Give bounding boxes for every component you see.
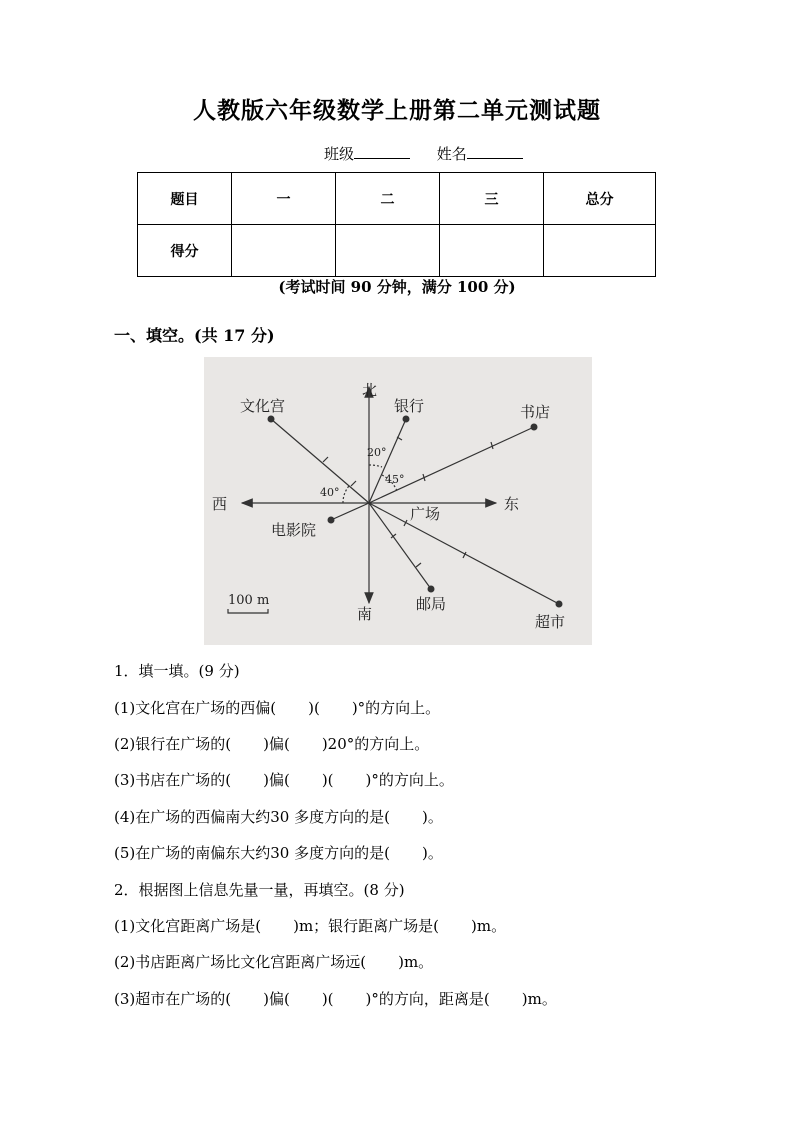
question-2-3: (3)超市在广场的( )偏( )( )°的方向，距离是( )m。 xyxy=(114,990,557,1008)
question-1-title: 1．填一填。(9 分) xyxy=(114,662,240,680)
score-cell[interactable] xyxy=(336,225,440,277)
ray-cinema xyxy=(331,503,369,520)
question-1-4: (4)在广场的西偏南大约30 多度方向的是( )。 xyxy=(114,808,443,826)
section-heading: 一、填空。(共 17 分) xyxy=(114,326,275,345)
arc-20 xyxy=(369,465,382,467)
class-name-line xyxy=(324,143,523,164)
class-label: 班级 xyxy=(324,145,355,163)
direction-map-figure xyxy=(204,357,592,645)
culture-palace-label: 文化宫 xyxy=(240,397,286,415)
angle-20-label: 20° xyxy=(367,446,387,459)
post-office-label: 邮局 xyxy=(416,595,447,613)
ray-bank xyxy=(369,419,406,503)
name-label: 姓名 xyxy=(436,145,467,163)
score-row-label: 得分 xyxy=(138,225,232,277)
score-table-header-row xyxy=(138,173,656,225)
name-blank[interactable] xyxy=(467,144,523,159)
score-table-score-row xyxy=(138,225,656,277)
header-cell: 二 xyxy=(336,173,440,225)
ray-bookstore xyxy=(369,427,534,503)
north-label: 北 xyxy=(362,381,378,399)
supermarket-label: 超市 xyxy=(535,613,566,631)
class-blank[interactable] xyxy=(354,144,410,159)
bank-label: 银行 xyxy=(394,397,425,415)
square-label: 广场 xyxy=(410,505,441,523)
angle-40-label: 40° xyxy=(320,486,340,499)
question-1-1: (1)文化宫在广场的西偏( )( )°的方向上。 xyxy=(114,699,441,717)
question-1-3: (3)书店在广场的( )偏( )( )°的方向上。 xyxy=(114,771,454,789)
question-2-title: 2．根据图上信息先量一量，再填空。(8 分) xyxy=(114,881,405,899)
header-cell: 总分 xyxy=(544,173,656,225)
score-cell[interactable] xyxy=(440,225,544,277)
arc-40 xyxy=(343,486,349,503)
question-2-1: (1)文化宫距离广场是( )m；银行距离广场是( )m。 xyxy=(114,917,507,935)
score-cell[interactable] xyxy=(232,225,336,277)
page-title: 人教版六年级数学上册第二单元测试题 xyxy=(193,97,601,124)
east-label: 东 xyxy=(504,495,520,513)
score-table xyxy=(137,172,656,277)
score-cell[interactable] xyxy=(544,225,656,277)
cinema-label: 电影院 xyxy=(271,521,317,539)
scale-bar xyxy=(228,609,268,613)
angle-45-label: 45° xyxy=(385,473,405,486)
exam-note: (考试时间 90 分钟，满分 100 分) xyxy=(278,278,516,296)
question-1-5: (5)在广场的南偏东大约30 多度方向的是( )。 xyxy=(114,844,443,862)
scale-label: 100 m xyxy=(228,593,270,608)
question-2-2: (2)书店距离广场比文化宫距离广场远( )m。 xyxy=(114,953,434,971)
header-cell: 题目 xyxy=(138,173,232,225)
direction-map xyxy=(204,357,592,645)
south-label: 南 xyxy=(357,605,373,623)
question-1-2: (2)银行在广场的( )偏( )20°的方向上。 xyxy=(114,735,430,753)
bookstore-label: 书店 xyxy=(520,403,551,421)
header-cell: 三 xyxy=(440,173,544,225)
ray-supermarket xyxy=(369,503,559,604)
header-cell: 一 xyxy=(232,173,336,225)
west-label: 西 xyxy=(212,495,228,513)
